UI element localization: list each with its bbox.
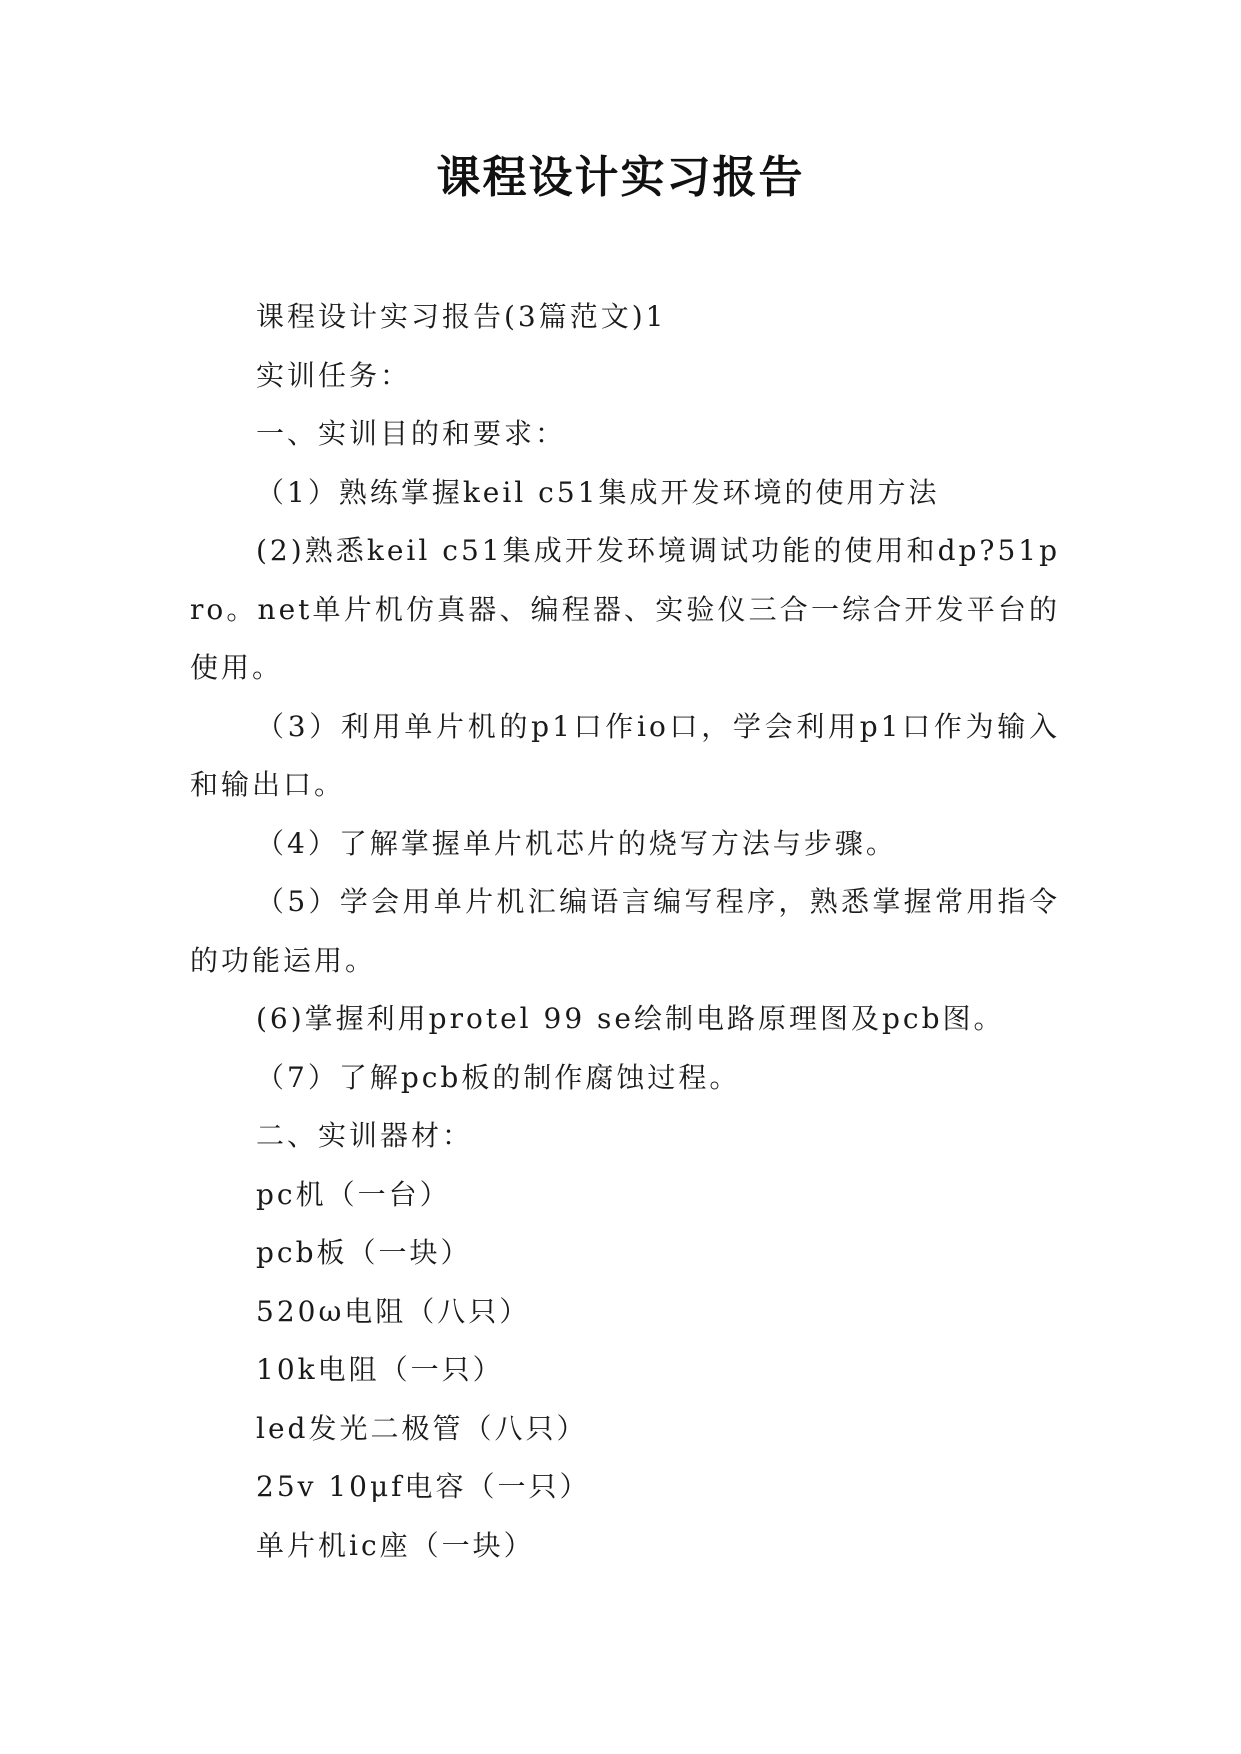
document-title: 课程设计实习报告: [436, 152, 805, 203]
objective-item-6: (6)掌握利用protel 99 se绘制电路原理图及pcb图。: [256, 1002, 1005, 1035]
equipment-item: 520ω电阻（八只）: [256, 1294, 531, 1328]
paragraph-training-task: 实训任务：: [256, 358, 412, 392]
document-body: [190, 288, 1060, 1575]
objective-item-4: （4）了解掌握单片机芯片的烧写方法与步骤。: [256, 826, 897, 860]
section-heading-equipment: 二、实训器材：: [256, 1119, 474, 1152]
objective-item-1: （1）熟练掌握keil c51集成开发环境的使用方法: [256, 475, 940, 509]
equipment-item: led发光二极管（八只）: [256, 1411, 588, 1445]
objective-item-7: （7）了解pcb板的制作腐蚀过程。: [256, 1060, 741, 1094]
equipment-item: 单片机ic座（一块）: [256, 1528, 535, 1562]
equipment-item: pc机（一台）: [256, 1177, 451, 1211]
objective-item-2: (2)熟悉keil c51集成开发环境调试功能的使用和dp?51pro。net单片机仿真器、编程器、实验仪三合一综合开发平台的使用。: [190, 534, 1060, 684]
equipment-item: 10k电阻（一只）: [256, 1353, 504, 1386]
paragraph-report-heading: 课程设计实习报告(3篇范文)1: [256, 300, 667, 333]
section-heading-objectives: 一、实训目的和要求：: [256, 417, 567, 450]
objective-item-5: （5）学会用单片机汇编语言编写程序，熟悉掌握常用指令的功能运用。: [190, 885, 1060, 977]
equipment-item: 25v 10μf电容（一只）: [256, 1470, 591, 1503]
equipment-item: pcb板（一块）: [256, 1236, 472, 1269]
objective-item-3: （3）利用单片机的p1口作io口，学会利用p1口作为输入和输出口。: [190, 709, 1060, 801]
